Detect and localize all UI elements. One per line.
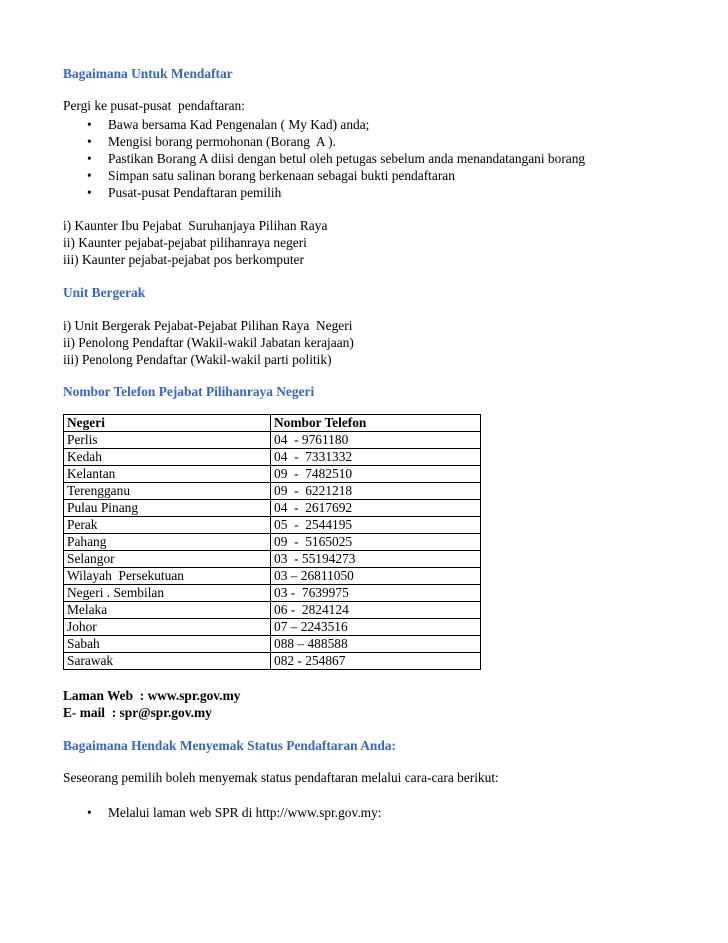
state-cell: Johor — [64, 619, 271, 636]
phone-cell: 04 - 2617692 — [271, 500, 481, 517]
phone-cell: 09 - 6221218 — [271, 483, 481, 500]
table-row — [64, 585, 481, 602]
heading-how-to-register: Bagaimana Untuk Mendaftar — [63, 66, 233, 81]
bullet-icon: • — [87, 805, 92, 820]
phone-cell: 09 - 5165025 — [271, 534, 481, 551]
intro-registration-centres: Pergi ke pusat-pusat pendaftaran: — [63, 98, 245, 113]
website-line: Laman Web : www.spr.gov.my — [63, 688, 241, 703]
bullet-icon: • — [87, 185, 92, 200]
bullet-icon: • — [87, 134, 92, 149]
state-cell: Negeri . Sembilan — [64, 585, 271, 602]
state-cell: Pahang — [64, 534, 271, 551]
table-row — [64, 602, 481, 619]
state-cell: Melaka — [64, 602, 271, 619]
phone-cell: 082 - 254867 — [271, 653, 481, 670]
state-cell: Kelantan — [64, 466, 271, 483]
table-row — [64, 517, 481, 534]
list-item: ii) Penolong Pendaftar (Wakil-wakil Jabatan kerajaan) — [63, 335, 354, 350]
phone-cell: 088 – 488588 — [271, 636, 481, 653]
table-row — [64, 466, 481, 483]
table-row — [64, 500, 481, 517]
bullet-icon: • — [87, 151, 92, 166]
table-row — [64, 432, 481, 449]
column-header-state: Negeri — [64, 415, 271, 432]
state-cell: Sarawak — [64, 653, 271, 670]
state-cell: Wilayah Persekutuan — [64, 568, 271, 585]
heading-phone-numbers: Nombor Telefon Pejabat Pilihanraya Negeri — [63, 384, 315, 399]
table-row — [64, 483, 481, 500]
email-line: E- mail : spr@spr.gov.my — [63, 705, 212, 720]
list-item: iii) Penolong Pendaftar (Wakil-wakil parti politik) — [63, 352, 332, 367]
phone-cell: 03 – 26811050 — [271, 568, 481, 585]
table-row — [64, 551, 481, 568]
state-cell: Perlis — [64, 432, 271, 449]
phone-cell: 04 - 7331332 — [271, 449, 481, 466]
list-item: ii) Kaunter pejabat-pejabat pilihanraya negeri — [63, 235, 307, 250]
phone-cell: 07 – 2243516 — [271, 619, 481, 636]
state-cell: Selangor — [64, 551, 271, 568]
table-row — [64, 619, 481, 636]
state-cell: Sabah — [64, 636, 271, 653]
phone-cell: 04 - 9761180 — [271, 432, 481, 449]
phone-cell: 03 - 7639975 — [271, 585, 481, 602]
bullet-icon: • — [87, 117, 92, 132]
bullet-icon: • — [87, 168, 92, 183]
phone-cell: 09 - 7482510 — [271, 466, 481, 483]
phone-cell: 06 - 2824124 — [271, 602, 481, 619]
state-cell: Kedah — [64, 449, 271, 466]
table-row — [64, 449, 481, 466]
state-cell: Perak — [64, 517, 271, 534]
heading-check-status: Bagaimana Hendak Menyemak Status Pendaftaran Anda: — [63, 738, 396, 753]
table-row — [64, 534, 481, 551]
state-cell: Terengganu — [64, 483, 271, 500]
list-item: iii) Kaunter pejabat-pejabat pos berkomputer — [63, 252, 304, 267]
list-item: i) Kaunter Ibu Pejabat Suruhanjaya Pilihan Raya — [63, 218, 328, 233]
phone-cell: 03 - 55194273 — [271, 551, 481, 568]
table-row — [64, 653, 481, 670]
list-item: i) Unit Bergerak Pejabat-Pejabat Pilihan Raya Negeri — [63, 318, 353, 333]
heading-mobile-unit: Unit Bergerak — [63, 285, 146, 300]
table-row — [64, 636, 481, 653]
table-row — [64, 568, 481, 585]
phone-cell: 05 - 2544195 — [271, 517, 481, 534]
phone-table — [63, 414, 481, 670]
table-header-row — [64, 415, 481, 432]
intro-check-status: Seseorang pemilih boleh menyemak status pendaftaran melalui cara-cara berikut: — [63, 770, 499, 785]
state-cell: Pulau Pinang — [64, 500, 271, 517]
column-header-phone: Nombor Telefon — [271, 415, 481, 432]
